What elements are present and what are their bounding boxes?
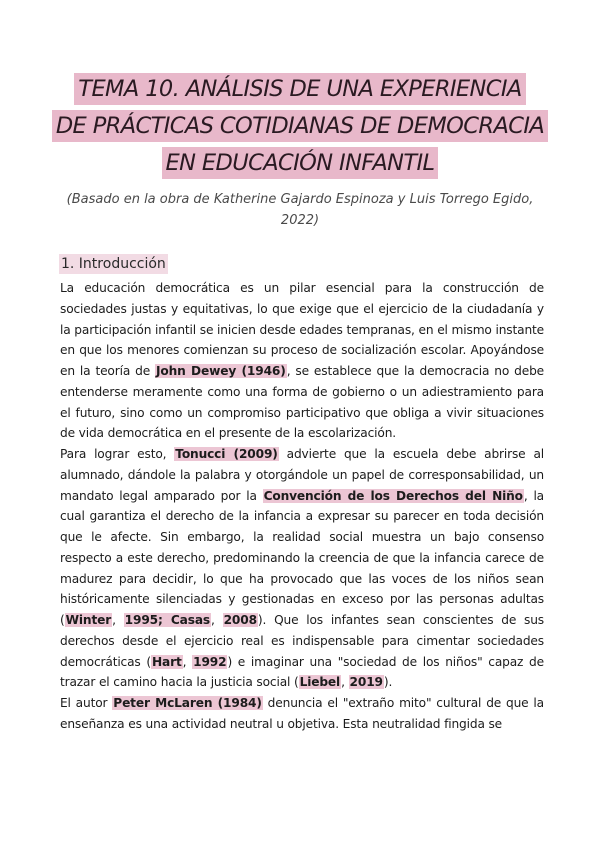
highlighted-reference: Tonucci (2009) [175,447,278,461]
paragraph-text: denuncia el "extraño mito" cultural de que la enseñanza es una actividad neutral u objetiva. Esta neutralidad fingida se [60,696,544,731]
subtitle: (Basado en la obra de Katherine Gajardo Espinoza y Luis Torrego Egido, 2022) [66,192,534,228]
highlighted-reference: 2008 [223,613,257,627]
highlighted-reference: Hart [151,654,182,669]
paragraph-text: ) e imaginar una "sociedad de los niños" capaz de trazar el camino hacia la justicia social ( [60,654,544,690]
paragraph [60,444,544,693]
title-line-2: DE PRÁCTICAS COTIDIANAS DE DEMOCRACIA [52,110,548,142]
paragraph-text: ). [383,675,393,690]
highlighted-reference: John Dewey (1946) [156,364,286,378]
paragraph-text: advierte que la escuela debe abrirse al alumnado, dándole la palabra y otorgándole un papel de corresponsabilidad, un mandato legal amparado por la [60,447,545,503]
highlighted-reference: Peter McLaren (1984) [113,696,262,710]
paragraph-text: La educación democrática es un pilar esencial para la construcción de sociedades justas y equitativas, lo que exige que el ejercicio de la ciudadanía y la participación infantil se inicien desde edades tempranas, en el mismo instante en que los menores comienzan su proceso de socialización escolar. Apoyándose en la teoría de [60,281,544,378]
highlighted-reference: 1992 [193,654,227,669]
paragraph-text: , [211,613,223,627]
paragraph-text: ). Que los infantes sean conscientes de sus derechos desde el ejercicio real es indispensable para cimentar sociedades democráticas ( [60,613,544,669]
highlighted-reference: Liebel [299,675,341,690]
section-heading: 1. Introducción [61,256,166,272]
paragraph-text: , se establece que la democracia no debe entenderse meramente como una forma de gobierno o un adiestramiento para el futuro, sino como un compromiso participativo que obliga a vivir situaciones de vida democrática en el presente de la escolarización. [60,364,545,441]
highlighted-reference: Winter [65,613,112,627]
highlighted-reference: 2019 [349,675,383,690]
paragraph [60,278,544,444]
highlighted-reference: Convención de los Derechos del Niño [263,488,523,503]
title-line-1: TEMA 10. ANÁLISIS DE UNA EXPERIENCIA [74,73,525,105]
paragraph [60,693,544,735]
highlighted-reference: 1995; Casas [124,613,211,627]
paragraph-text: , [341,675,349,690]
paragraph-text: , la cual garantiza el derecho de la infancia a expresar su parecer en toda decisión que le afecte. Sin embargo, la realidad social muestra un bajo consenso respecto a este derecho, predominando la creencia de que la infancia carece de madurez para decidir, lo que ha provocado que las voces de los niños sean históricamente silenciadas y gestionadas en exceso por las personas adultas ( [60,488,544,627]
paragraph-text: , [182,654,193,669]
paragraph-text: El autor [60,696,113,710]
paragraph-text: , [112,613,124,627]
document-title [0,73,600,184]
title-line-3: EN EDUCACIÓN INFANTIL [162,147,439,179]
body-text [60,278,544,735]
paragraph-text: Para lograr esto, [60,447,175,461]
